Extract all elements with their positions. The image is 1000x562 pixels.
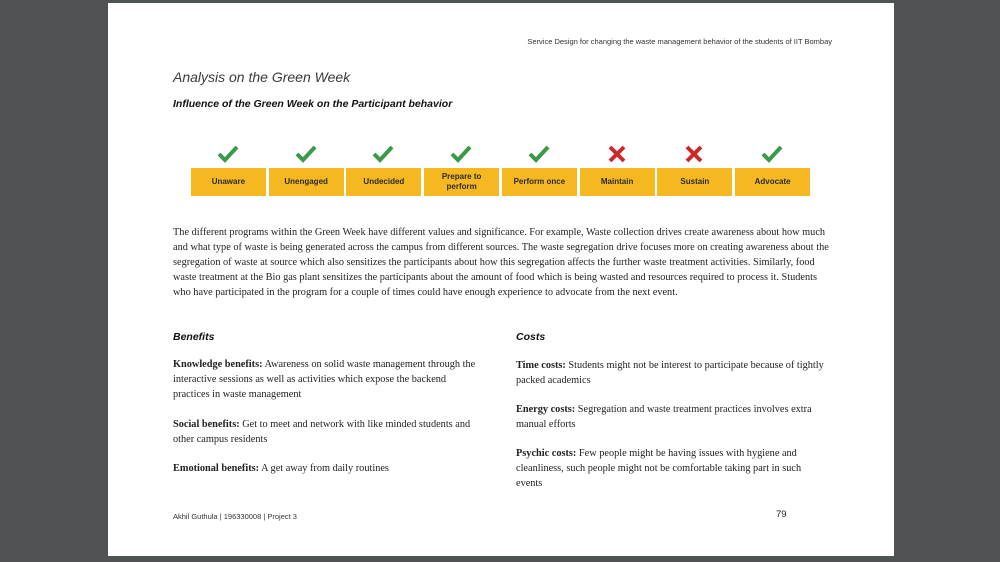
stage-label: Undecided	[345, 168, 421, 196]
section-title: Analysis on the Green Week	[173, 69, 351, 85]
benefit-social	[173, 417, 483, 447]
costs-heading: Costs	[516, 331, 546, 343]
benefit-label: Knowledge benefits:	[173, 359, 263, 370]
cost-text: Few people might be having issues with hygiene and cleanliness, such people might not be comfortable taking part in such events	[516, 448, 802, 489]
check-icon	[761, 144, 783, 164]
benefit-label: Social benefits:	[173, 419, 240, 430]
cost-label: Psychic costs:	[516, 448, 577, 459]
footer-author: Akhil Guthula | 196330008 | Project 3	[173, 512, 297, 521]
cross-icon	[683, 144, 705, 164]
section-subtitle: Influence of the Green Week on the Participant behavior	[173, 98, 453, 110]
check-icon	[372, 144, 394, 164]
benefit-label: Emotional benefits:	[173, 463, 260, 474]
check-icon	[295, 144, 317, 164]
stage-label: Maintain	[579, 168, 655, 196]
stage-0	[189, 142, 267, 196]
stage-label: Advocate	[734, 168, 810, 196]
stage-mark-2	[372, 142, 394, 167]
benefit-text: Get to meet and network with like minded students and other campus residents	[173, 419, 471, 445]
stage-5	[578, 142, 656, 196]
cost-psychic	[516, 446, 826, 491]
stage-4	[500, 142, 578, 196]
benefit-text: Awareness on solid waste management through the interactive sessions as well as activities which expose the backend practices in waste management	[173, 359, 476, 400]
running-header: Service Design for changing the waste management behavior of the students of IIT Bombay	[527, 37, 832, 46]
stage-mark-0	[217, 142, 239, 167]
cost-time	[516, 358, 826, 388]
stage-1	[267, 142, 345, 196]
page-number: 79	[776, 509, 787, 520]
benefit-knowledge	[173, 357, 483, 402]
stage-7	[733, 142, 811, 196]
stage-mark-6	[683, 142, 705, 167]
stage-mark-3	[450, 142, 472, 167]
stage-label: Unaware	[190, 168, 266, 196]
cross-icon	[606, 144, 628, 164]
stage-label: Prepare to perform	[423, 168, 499, 196]
benefit-text: A get away from daily routines	[259, 463, 389, 474]
stage-3	[422, 142, 500, 196]
stage-mark-1	[295, 142, 317, 167]
cost-text: Students might not be interest to participate because of tightly packed academics	[516, 360, 824, 386]
cost-energy	[516, 402, 826, 432]
stage-label: Sustain	[656, 168, 732, 196]
stage-label: Perform once	[501, 168, 577, 196]
stage-2	[345, 142, 423, 196]
cost-label: Energy costs:	[516, 404, 576, 415]
stage-label: Unengaged	[268, 168, 344, 196]
check-icon	[450, 144, 472, 164]
cost-label: Time costs:	[516, 360, 566, 371]
body-paragraph: The different programs within the Green Week have different values and significance. For example, Waste collection drives create awareness about how much and what type of waste is being generated across the campus from different sources. The waste segregation drive focuses more on creating awareness about the segregation of waste at source which also sensitizes the participants about how this segregation affects the further waste treatment activities. Similarly, food waste treatment at the Bio gas plant sensitizes the participants about the amount of food which is being wasted and resources required to process it. Students who have participated in the program for a couple of times could have enough experience to advocate from the next event.	[173, 227, 829, 298]
stage-mark-5	[606, 142, 628, 167]
check-icon	[217, 144, 239, 164]
stage-mark-4	[528, 142, 550, 167]
benefits-heading: Benefits	[173, 331, 215, 343]
behavior-stages	[189, 142, 811, 196]
check-icon	[528, 144, 550, 164]
stage-mark-7	[761, 142, 783, 167]
cost-text: Segregation and waste treatment practices involves extra manual efforts	[516, 404, 812, 430]
benefit-emotional	[173, 461, 483, 476]
stage-6	[656, 142, 734, 196]
document-page	[108, 3, 894, 556]
